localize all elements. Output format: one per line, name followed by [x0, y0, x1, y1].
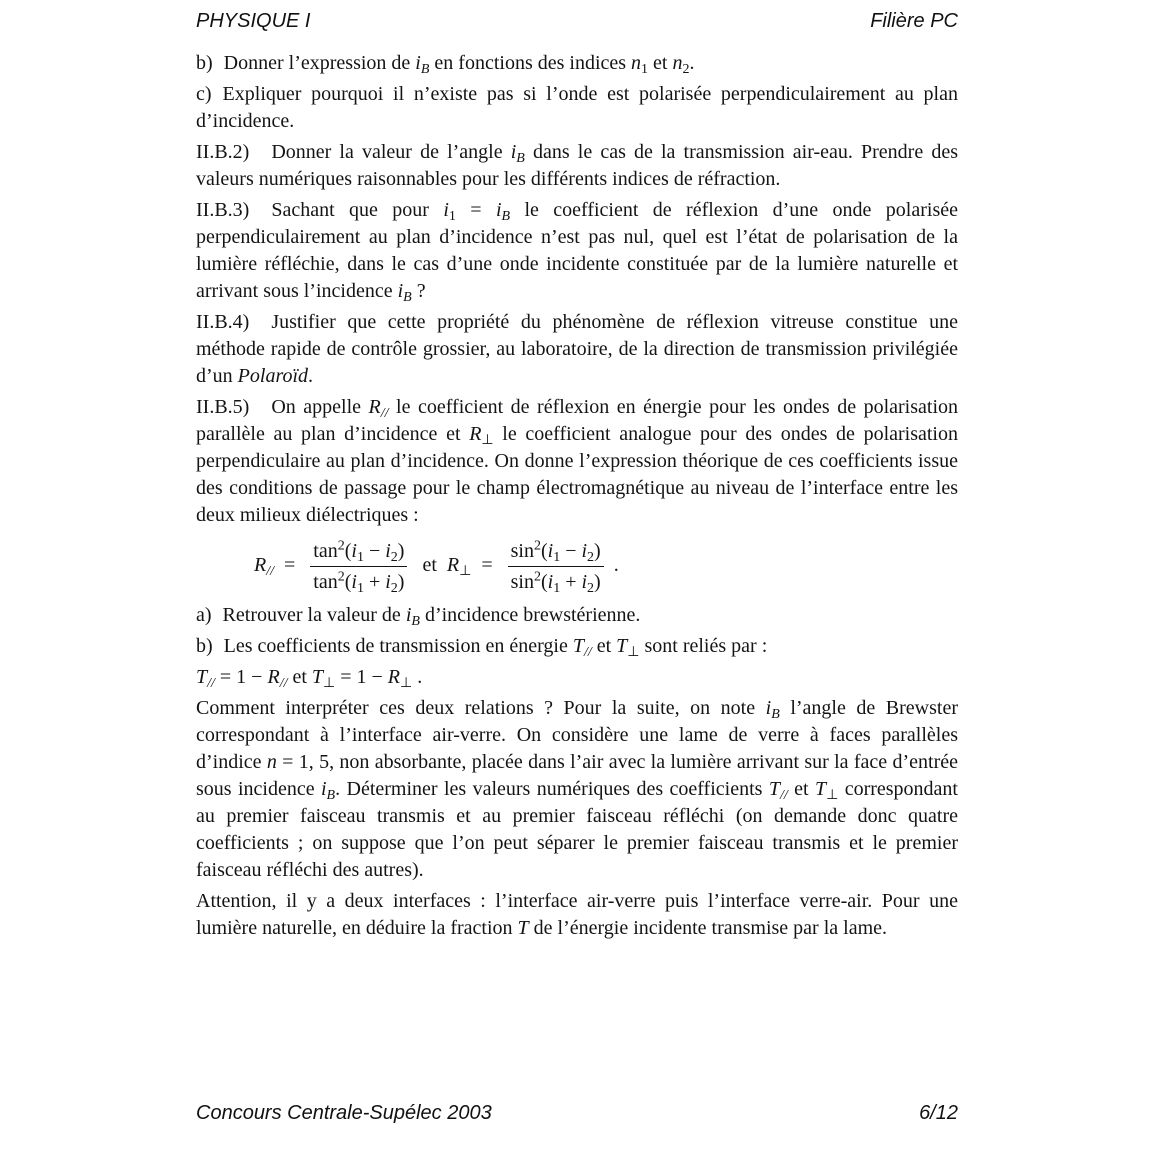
fraction: [508, 537, 604, 594]
paragraph-attention: Attention, il y a deux interfaces : l’interface air-verre puis l’interface verre-air. Pour une lumière naturelle, en déduire la fraction T de l’énergie incidente transmise par la lame.: [196, 890, 958, 939]
footer-exam-name: Concours Centrale-Supélec 2003: [196, 1102, 492, 1124]
item-b-transmission: b) Les coefficients de transmission en énergie $T_{//}$ et $T_\perp$ sont reliés par :: [196, 635, 768, 660]
item-b-expression-ib: b) Donner l’expression de $i_B$ en fonctions des indices $n_1$ et $n_2$.: [196, 52, 695, 77]
formula-segment: .: [608, 554, 619, 576]
formula-segment: et $R_\perp$ =: [412, 554, 503, 579]
paragraph-interpretation: Comment interpréter ces deux relations ? Pour la suite, on note $i_B$ l’angle de Brewster correspondant à l’interface air-verre. On considère une lame de verre à faces parallèles d’indice n = 1, 5, non absorbante, placée dans l’air avec la lumière arrivant sur la face d’entrée sous incidence $i_B$. Déterminer les valeurs numériques des coefficients $T_{//}$ et $T_\perp$ correspondant au premier faisceau transmis et au premier faisceau réfléchi (on demande donc quatre coefficients ; on suppose que l’on peut séparer le premier faisceau transmis et le premier faisceau réfléchi des autres).: [196, 697, 958, 881]
fraction-denominator: $\tan^2(i_1 + i_2)$: [313, 569, 405, 596]
question-IIB5: II.B.5) On appelle $R_{//}$ le coefficient de réflexion en énergie pour les ondes de polarisation parallèle au plan d’incidence et $R_\perp$ le coefficient analogue pour des ondes de polarisation perpendiculaire au plan d’incidence. On donne l’expression théorique de ces coefficients issue des conditions de passage pour le champ électromagnétique au niveau de l’interface entre les deux milieux diélectriques :: [196, 396, 959, 526]
fraction-numerator: $\tan^2(i_1 - i_2)$: [310, 537, 407, 567]
document-body: [196, 50, 958, 946]
question-IIB4: II.B.4) Justifier que cette propriété du phénomène de réflexion vitreuse constitue une méthode rapide de contrôle grossier, au laboratoire, de la direction de transmission privilégiée d’un Polaroïd.: [196, 311, 958, 387]
question-IIB3: II.B.3) Sachant que pour $i_1 = i_B$ le coefficient de réflexion d’une onde polarisée perpendiculairement au plan d’incidence n’est pas nul, quel est l’état de polarisation de la lumière réfléchie, dans le cas d’une onde incidente constituée par de la lumière naturelle et arrivant sous l’incidence $i_B$ ?: [196, 199, 958, 305]
transmission-relation: $T_{//} = 1 - R_{//}$ et $T_\perp = 1 - R_\perp$ .: [196, 666, 423, 691]
footer-page-number: 6/12: [919, 1102, 958, 1124]
fraction-denominator: $\sin^2(i_1 + i_2)$: [510, 569, 601, 596]
fraction-numerator: $\sin^2(i_1 - i_2)$: [508, 537, 604, 567]
page-footer: [196, 1102, 958, 1125]
item-a-brewster: a) Retrouver la valeur de $i_B$ d’incidence brewstérienne.: [196, 604, 641, 629]
item-c-explication: c) Expliquer pourquoi il n’existe pas si l’onde est polarisée perpendiculairement au plan d’incidence.: [196, 83, 958, 132]
fraction: [310, 537, 407, 594]
running-head: [196, 10, 958, 33]
reflection-coefficients-formula: [254, 537, 958, 594]
formula-segment: $R_{//}$ =: [254, 554, 306, 579]
header-subject: PHYSIQUE I: [196, 10, 311, 32]
header-track: Filière PC: [870, 10, 958, 32]
question-IIB2: II.B.2) Donner la valeur de l’angle $i_B$ dans le cas de la transmission air-eau. Prendre des valeurs numériques raisonnables pour les différents indices de réfraction.: [196, 141, 958, 190]
